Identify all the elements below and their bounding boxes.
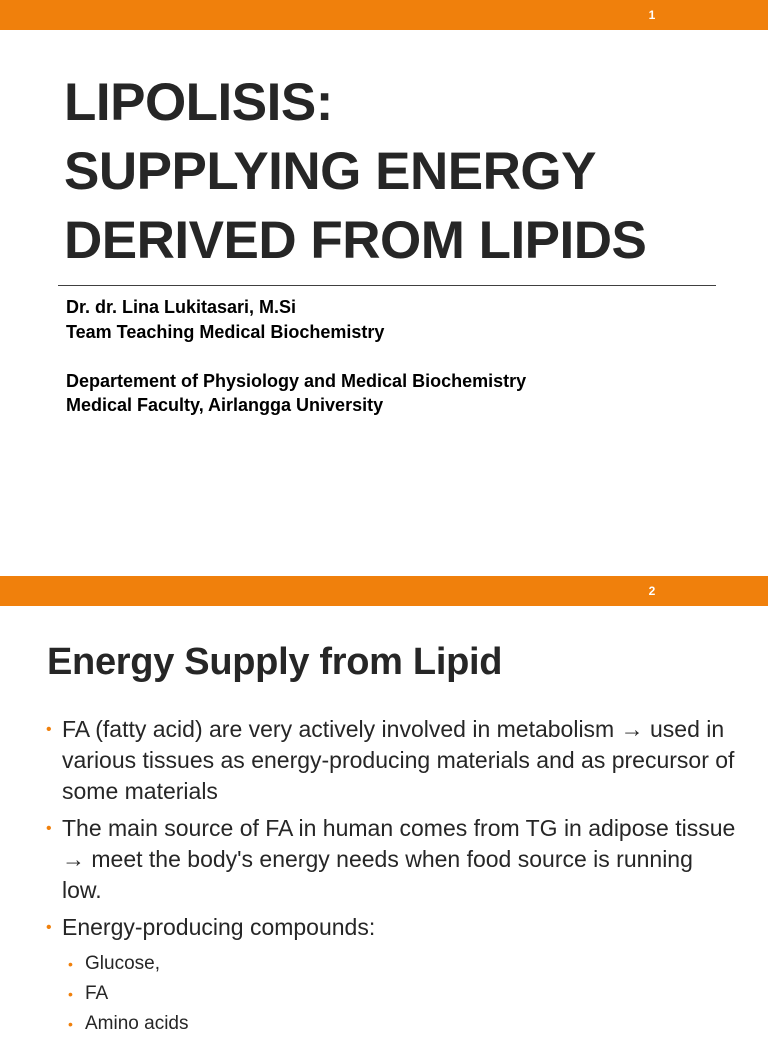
author-faculty: Medical Faculty, Airlangga University: [66, 395, 384, 415]
author-spacer: [66, 344, 526, 369]
slide-2-title: Energy Supply from Lipid: [47, 641, 503, 683]
title-line-2: SUPPLYING ENERGY: [64, 142, 596, 201]
slide-2-header-bar: [0, 576, 768, 606]
bullet-dot-icon: •: [46, 919, 52, 936]
sub-bullet-text: FA: [85, 983, 109, 1004]
bullet-item: [46, 912, 736, 943]
sub-bullet-dot-icon: •: [68, 1016, 73, 1032]
bullet-text: FA (fatty acid) are very actively involved in metabolism → used in various tissues as energy-producing materials and as precursor of some materials: [62, 716, 735, 804]
slide-1-title: [64, 68, 744, 275]
author-team: Team Teaching Medical Biochemistry: [66, 321, 385, 342]
bullet-text: The main source of FA in human comes from TG in adipose tissue → meet the body's energy needs when food source is running low.: [62, 815, 736, 903]
title-divider: [58, 285, 716, 286]
slide-2-number: 2: [648, 584, 656, 598]
sub-bullet-dot-icon: •: [68, 956, 73, 972]
bullet-dot-icon: •: [46, 721, 52, 738]
sub-bullet-text: Glucose,: [85, 953, 160, 974]
author-block: [66, 295, 526, 418]
sub-bullet-item: [46, 949, 736, 979]
bullet-dot-icon: •: [46, 820, 52, 837]
bullet-item: [46, 813, 736, 906]
title-line-1: LIPOLISIS:: [64, 73, 333, 132]
slide-1-number: 1: [648, 8, 656, 22]
sub-bullet-text: Amino acids: [85, 1013, 189, 1034]
sub-bullet-dot-icon: •: [68, 986, 73, 1002]
bullet-text: Energy-producing compounds:: [62, 914, 376, 940]
title-line-3: DERIVED FROM LIPIDS: [64, 211, 647, 270]
bullet-list: [46, 714, 736, 1039]
sub-bullet-item: [46, 979, 736, 1009]
author-name: Dr. dr. Lina Lukitasari, M.Si: [66, 297, 297, 317]
slide-1-header-bar: [0, 0, 768, 30]
bullet-item: [46, 714, 736, 807]
author-department: Departement of Physiology and Medical Biochemistry: [66, 370, 527, 391]
sub-bullet-item: [46, 1009, 736, 1039]
